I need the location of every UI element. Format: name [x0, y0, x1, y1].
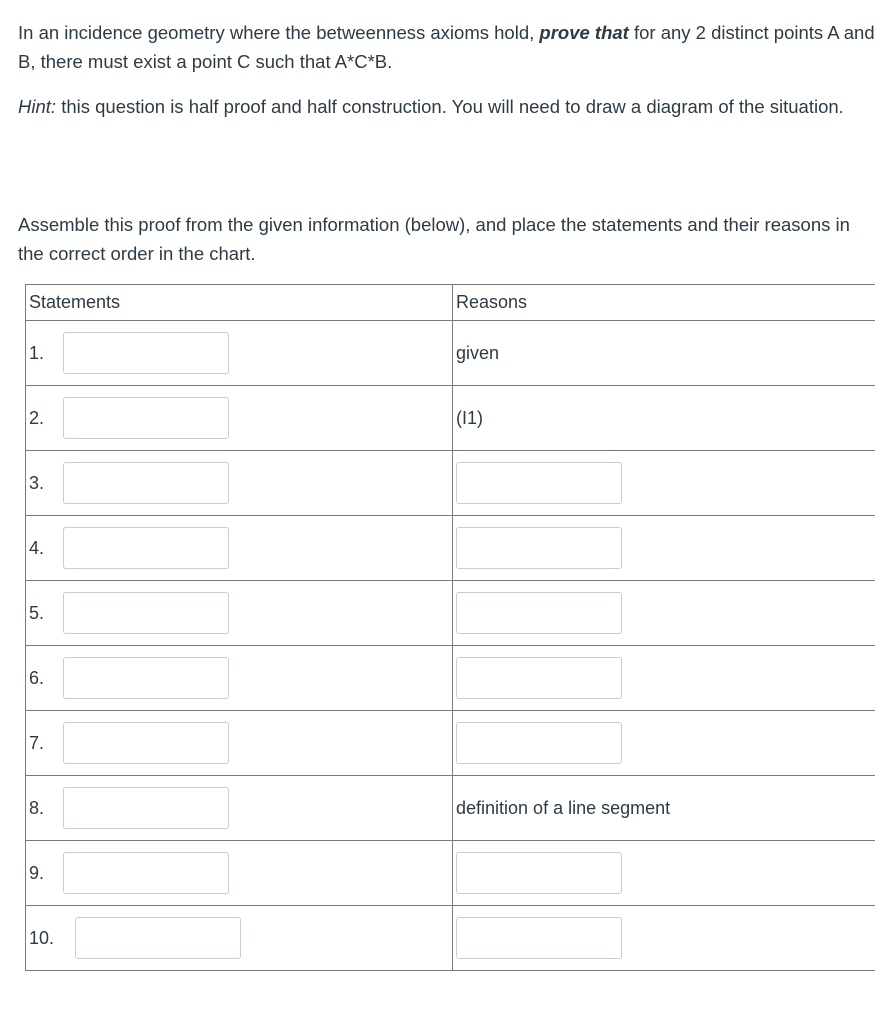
- statement-cell: [26, 841, 453, 906]
- row-number: 5.: [29, 602, 45, 623]
- reason-cell: [453, 646, 876, 711]
- row-number: 3.: [29, 472, 45, 493]
- statement-cell: [26, 516, 453, 581]
- row-number: 8.: [29, 797, 45, 818]
- row-number: 4.: [29, 537, 45, 558]
- proof-row: [26, 386, 876, 451]
- proof-row: [26, 906, 876, 971]
- reason-cell: [453, 841, 876, 906]
- reason-cell: [453, 906, 876, 971]
- reason-drop-box[interactable]: [456, 592, 622, 634]
- instructions-text: Assemble this proof from the given information (below), and place the statements and their reasons in the correct order in the chart.: [18, 214, 850, 264]
- proof-table-header: [26, 285, 876, 321]
- statement-drop-box[interactable]: [63, 852, 229, 894]
- proof-row: [26, 581, 876, 646]
- proof-row: [26, 321, 876, 386]
- reason-text: definition of a line segment: [456, 797, 671, 818]
- statement-cell: [26, 711, 453, 776]
- statement-drop-box[interactable]: [63, 462, 229, 504]
- question-rest: for any 2 distinct points A and B, there must exist a point C such that A*C*B.: [18, 22, 875, 72]
- proof-row: [26, 711, 876, 776]
- proof-row: [26, 516, 876, 581]
- reason-drop-box[interactable]: [456, 917, 622, 959]
- reason-text: (I1): [456, 407, 483, 428]
- hint-label: Hint:: [18, 96, 57, 117]
- proof-row: [26, 776, 876, 841]
- question-intro: In an incidence geometry where the betweenness axioms hold,: [18, 22, 535, 43]
- hint-body: this question is half proof and half construction. You will need to draw a diagram of the situation.: [61, 96, 844, 117]
- reason-cell: [453, 776, 876, 841]
- reason-cell: [453, 581, 876, 646]
- statement-drop-box[interactable]: [63, 332, 229, 374]
- statement-cell: [26, 321, 453, 386]
- proof-row: [26, 646, 876, 711]
- row-number: 10.: [29, 927, 55, 948]
- question-text: [18, 18, 878, 76]
- reasons-header: Reasons: [453, 285, 876, 321]
- statement-drop-box[interactable]: [63, 787, 229, 829]
- proof-row: [26, 841, 876, 906]
- statement-drop-box[interactable]: [63, 527, 229, 569]
- reason-cell: [453, 516, 876, 581]
- row-number: 7.: [29, 732, 45, 753]
- statement-drop-box[interactable]: [63, 722, 229, 764]
- statement-cell: [26, 776, 453, 841]
- hint-text: [18, 92, 878, 121]
- statement-drop-box[interactable]: [75, 917, 241, 959]
- statement-drop-box[interactable]: [63, 657, 229, 699]
- reason-drop-box[interactable]: [456, 462, 622, 504]
- row-number: 9.: [29, 862, 45, 883]
- proof-row: [26, 451, 876, 516]
- statement-cell: [26, 451, 453, 516]
- statement-cell: [26, 906, 453, 971]
- reason-cell: [453, 451, 876, 516]
- reason-drop-box[interactable]: [456, 527, 622, 569]
- reason-drop-box[interactable]: [456, 657, 622, 699]
- statements-header: Statements: [26, 285, 453, 321]
- reason-cell: [453, 711, 876, 776]
- row-number: 6.: [29, 667, 45, 688]
- statement-cell: [26, 581, 453, 646]
- reason-cell: [453, 321, 876, 386]
- statement-cell: [26, 646, 453, 711]
- reason-drop-box[interactable]: [456, 852, 622, 894]
- statement-drop-box[interactable]: [63, 592, 229, 634]
- reason-cell: [453, 386, 876, 451]
- reason-text: given: [456, 342, 500, 363]
- statement-cell: [26, 386, 453, 451]
- reason-drop-box[interactable]: [456, 722, 622, 764]
- question-emphasis: prove that: [539, 22, 629, 43]
- statement-drop-box[interactable]: [63, 397, 229, 439]
- row-number: 2.: [29, 407, 45, 428]
- proof-table: [25, 284, 875, 971]
- row-number: 1.: [29, 342, 45, 363]
